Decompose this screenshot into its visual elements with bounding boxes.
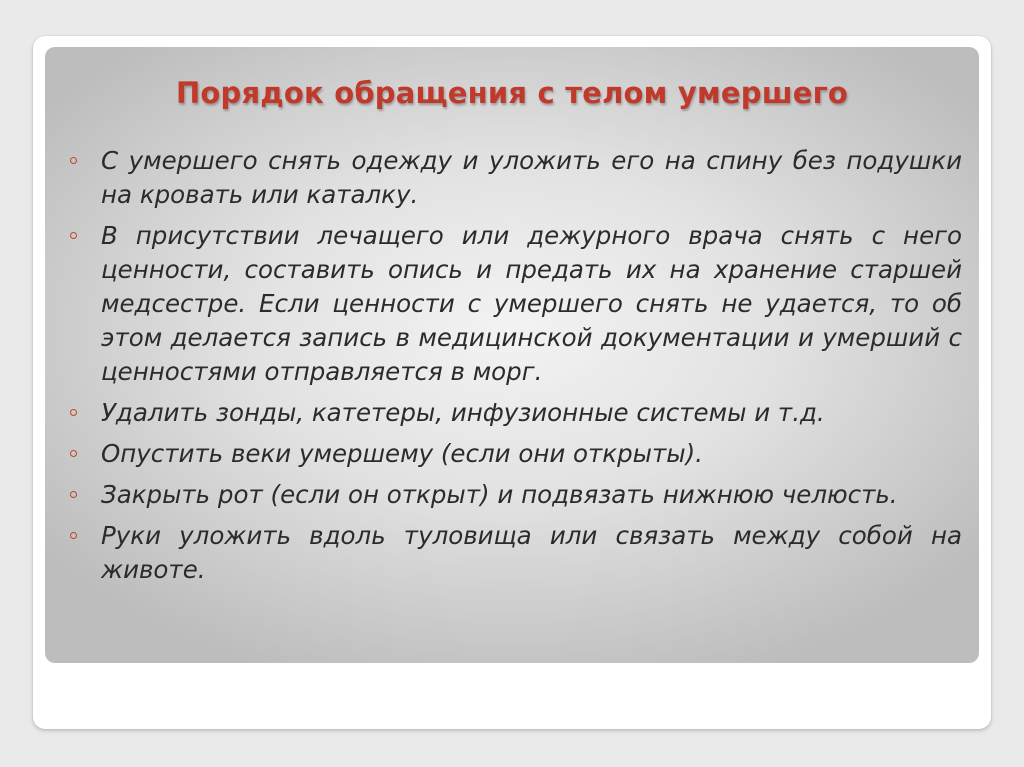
list-item xyxy=(70,478,962,512)
bullet-text: Удалить зонды, катетеры, инфузионные системы и т.д. xyxy=(101,398,825,427)
list-item xyxy=(70,144,962,212)
list-item xyxy=(70,437,962,471)
list-item xyxy=(70,219,962,389)
bullet-text: С умершего снять одежду и уложить его на спину без подушки на кровать или каталку. xyxy=(101,146,962,209)
bullet-text: Руки уложить вдоль туловища или связать между собой на животе. xyxy=(101,521,962,584)
slide-title: Порядок обращения с телом умершего xyxy=(175,76,849,110)
list-item xyxy=(70,396,962,430)
bullet-list xyxy=(70,144,962,594)
bullet-circle-icon xyxy=(70,232,77,239)
bullet-text: В присутствии лечащего или дежурного врача снять с него ценности, составить опись и предать их на хранение старшей медсестре. Если ценности с умершего снять не удается, то об этом делается запись в медицинской документации и умерший с ценностями отправляется в морг. xyxy=(101,221,962,386)
bullet-circle-icon xyxy=(70,409,77,416)
bullet-text: Закрыть рот (если он открыт) и подвязать нижнюю челюсть. xyxy=(101,480,898,509)
bullet-circle-icon xyxy=(70,450,77,457)
list-item xyxy=(70,519,962,587)
bullet-circle-icon xyxy=(70,491,77,498)
bullet-text: Опустить веки умершему (если они открыты). xyxy=(101,439,703,468)
bullet-circle-icon xyxy=(70,532,77,539)
bullet-circle-icon xyxy=(70,157,77,164)
